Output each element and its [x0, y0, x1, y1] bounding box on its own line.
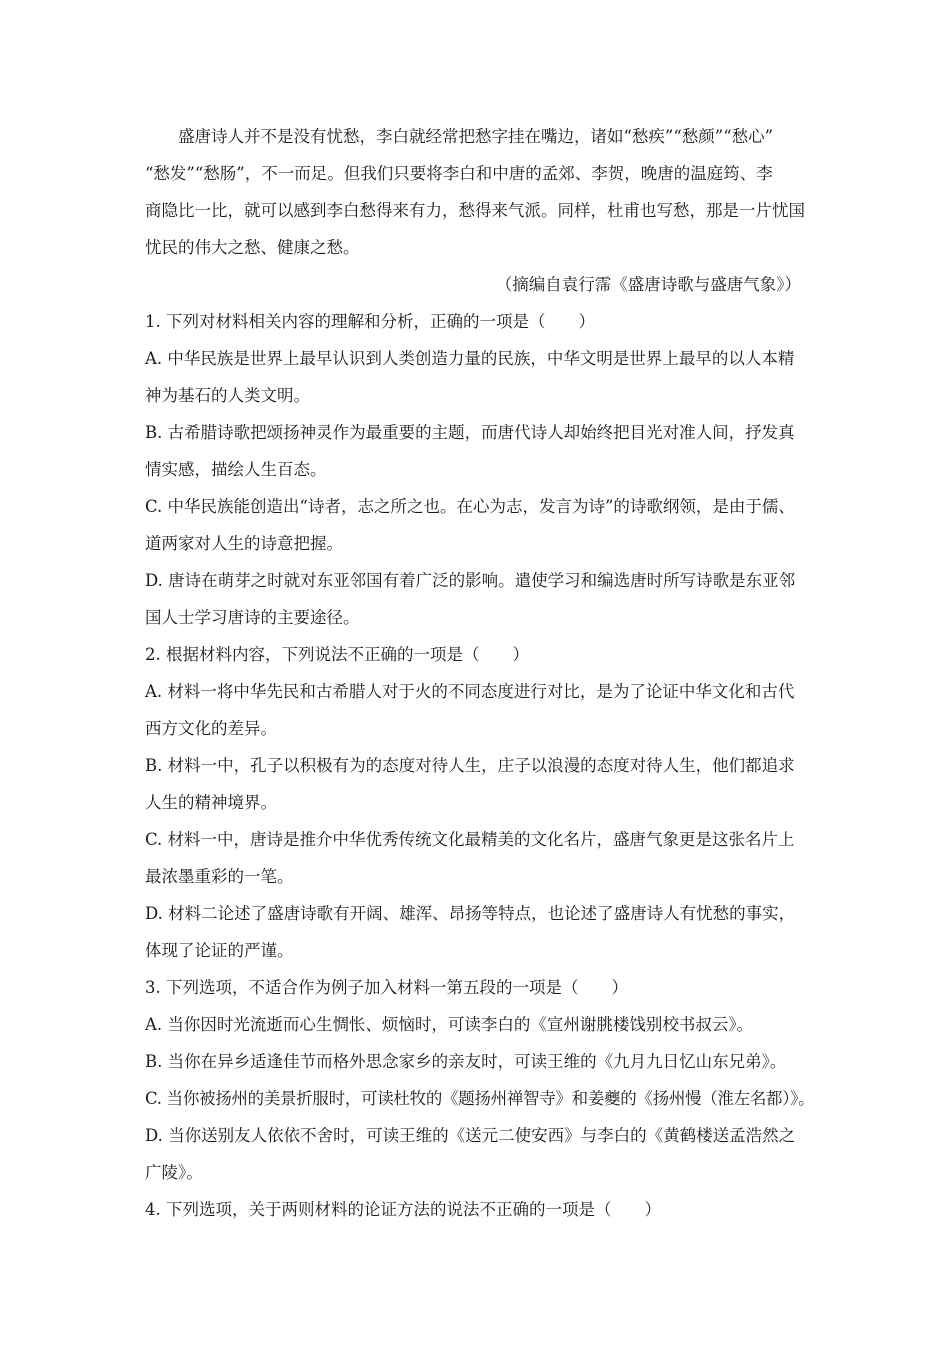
option-a: [145, 340, 813, 414]
option-line: D. 唐诗在萌芽之时就对东亚邻国有着广泛的影响。遣使学习和编选唐时所写诗歌是东亚邻: [145, 571, 796, 590]
passage-line: 商隐比一比，就可以感到李白愁得来有力，愁得来气派。同样，杜甫也写愁，那是一片忧国: [145, 201, 805, 220]
option-line: A. 中华民族是世界上最早认识到人类创造力量的民族，中华文明是世界上最早的以人本精: [145, 349, 795, 368]
option-line: 情实感，描绘人生百态。: [145, 460, 327, 479]
option-line: A. 材料一将中华先民和古希腊人对于火的不同态度进行对比，是为了论证中华文化和古代: [145, 682, 795, 701]
question-2: [145, 636, 813, 969]
option-line: 西方文化的差异。: [145, 719, 277, 738]
option-line: B. 材料一中，孔子以积极有为的态度对待人生，庄子以浪漫的态度对待人生，他们都追求: [145, 756, 795, 775]
option-line: 道两家对人生的诗意把握。: [145, 534, 343, 553]
option-line: D. 材料二论述了盛唐诗歌有开阔、雄浑、昂扬等特点，也论述了盛唐诗人有忧愁的事实，: [145, 904, 796, 923]
option-line: C. 当你被扬州的美景折服时，可读杜牧的《题扬州禅智寺》和姜夔的《扬州慢（淮左名都）》。: [145, 1089, 815, 1108]
question-stem: 1. 下列对材料相关内容的理解和分析，正确的一项是（ ）: [145, 312, 595, 331]
option-c: [145, 488, 813, 562]
question-stem: 2. 根据材料内容，下列说法不正确的一项是（ ）: [145, 645, 529, 664]
option-line: B. 当你在异乡适逢佳节而格外思念家乡的亲友时，可读王维的《九月九日忆山东兄弟》。: [145, 1052, 787, 1071]
option-d: [145, 895, 813, 969]
question-stem: 3. 下列选项，不适合作为例子加入材料一第五段的一项是（ ）: [145, 978, 628, 997]
question-1: [145, 303, 813, 636]
option-d: [145, 1117, 813, 1191]
document-page: [145, 118, 813, 1228]
option-b: [145, 1043, 813, 1080]
option-b: [145, 747, 813, 821]
option-line: 体现了论证的严谨。: [145, 941, 294, 960]
option-line: B. 古希腊诗歌把颂扬神灵作为最重要的主题，而唐代诗人却始终把目光对准人间，抒发真: [145, 423, 795, 442]
option-line: 人生的精神境界。: [145, 793, 277, 812]
option-line: D. 当你送别友人依依不舍时，可读王维的《送元二使安西》与李白的《黄鹤楼送孟浩然之: [145, 1126, 796, 1145]
option-line: A. 当你因时光流逝而心生惆怅、烦恼时，可读李白的《宣州谢朓楼饯别校书叔云》。: [145, 1015, 754, 1034]
question-stem: 4. 下列选项，关于两则材料的论证方法的说法不正确的一项是（ ）: [145, 1200, 661, 1219]
option-line: 广陵》。: [145, 1163, 203, 1182]
option-c: [145, 821, 813, 895]
question-4: [145, 1191, 813, 1228]
option-b: [145, 414, 813, 488]
option-d: [145, 562, 813, 636]
option-a: [145, 673, 813, 747]
option-a: [145, 1006, 813, 1043]
option-line: 神为基石的人类文明。: [145, 386, 310, 405]
option-line: C. 中华民族能创造出“诗者，志之所之也。在心为志，发言为诗”的诗歌纲领，是由于儒、: [145, 497, 795, 516]
option-line: 国人士学习唐诗的主要途径。: [145, 608, 360, 627]
passage-line: “愁发”“愁肠”，不一而足。但我们只要将李白和中唐的孟郊、李贺，晚唐的温庭筠、李: [145, 164, 773, 183]
option-line: C. 材料一中，唐诗是推介中华优秀传统文化最精美的文化名片，盛唐气象更是这张名片上: [145, 830, 795, 849]
passage-line: 忧民的伟大之愁、健康之愁。: [145, 238, 360, 257]
passage-line: 盛唐诗人并不是没有忧愁，李白就经常把愁字挂在嘴边，诸如“愁疾”“愁颜”“愁心”: [178, 127, 774, 146]
passage-paragraph: [145, 118, 813, 266]
question-3: [145, 969, 813, 1191]
option-line: 最浓墨重彩的一笔。: [145, 867, 294, 886]
option-c: [145, 1080, 813, 1117]
passage-source: （摘编自袁行霈《盛唐诗歌与盛唐气象》）: [495, 275, 801, 294]
